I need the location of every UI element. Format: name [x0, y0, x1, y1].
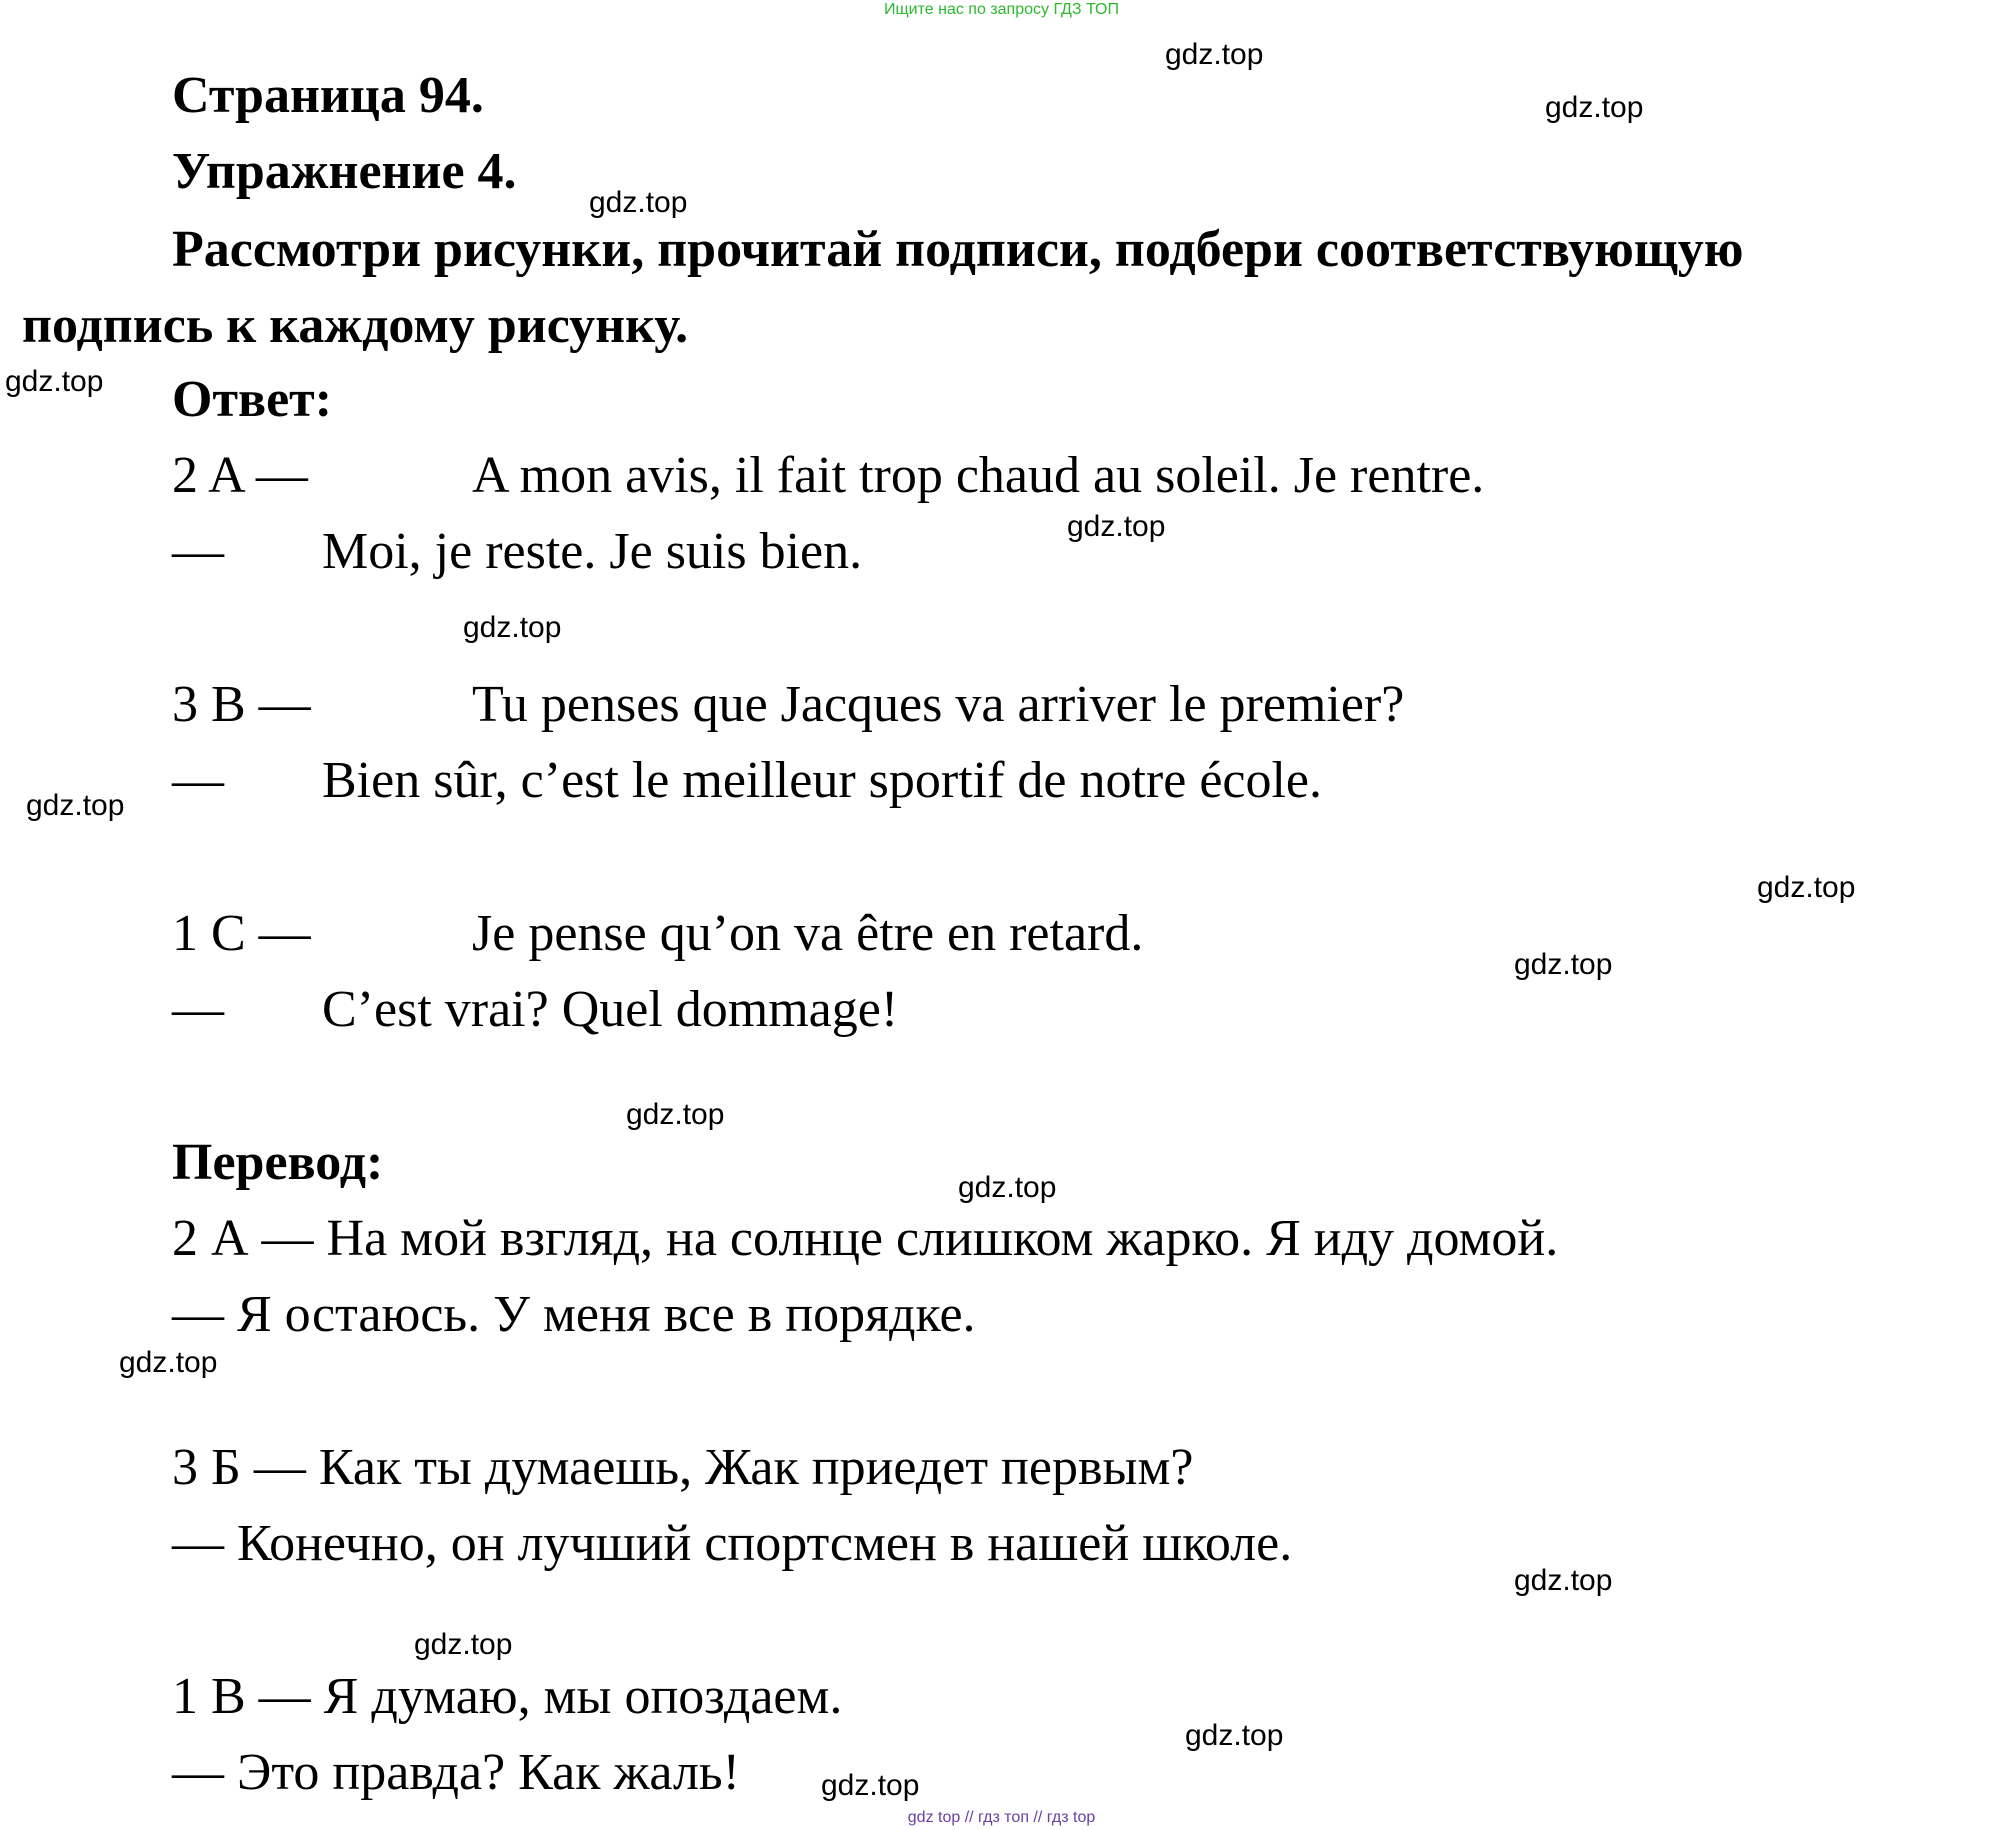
answer-item-3-line2: C’est vrai? Quel dommage!: [322, 981, 899, 1038]
answer-item-1-line1: A mon avis, il fait trop chaud au soleil. Je rentre.: [472, 447, 1485, 504]
watermark: gdz.top: [1514, 948, 1613, 981]
task-line-2: подпись к каждому рисунку.: [22, 297, 689, 354]
watermark: gdz.top: [5, 365, 104, 398]
bottom-banner[interactable]: gdz top // гдз топ // гдз top: [907, 1809, 1096, 1826]
task-line-1: Рассмотри рисунки, прочитай подписи, подбери соответствующую: [172, 221, 1744, 278]
answer-item-3-line1: Je pense qu’on va être en retard.: [472, 905, 1144, 962]
translation-item-3-line1: 1 В — Я думаю, мы опоздаем.: [172, 1668, 843, 1725]
translation-heading: Перевод:: [172, 1134, 384, 1191]
answer-item-1-line2: Moi, je reste. Je suis bien.: [322, 523, 863, 580]
top-banner[interactable]: Ищите нас по запросу ГДЗ ТОП: [884, 1, 1119, 18]
watermark: gdz.top: [1165, 38, 1264, 71]
watermark: gdz.top: [1185, 1719, 1284, 1752]
watermark: gdz.top: [119, 1346, 218, 1379]
answer-item-3-label: 1 C —: [172, 905, 311, 962]
answer-item-1-label: 2 A —: [172, 447, 308, 504]
watermark: gdz.top: [626, 1098, 725, 1131]
translation-item-1-line2: — Я остаюсь. У меня все в порядке.: [172, 1286, 976, 1343]
watermark: gdz.top: [1545, 91, 1644, 124]
answer-item-2-dash: —: [172, 752, 224, 809]
answer-item-3-dash: —: [172, 981, 224, 1038]
watermark: gdz.top: [1067, 510, 1166, 543]
watermark: gdz.top: [821, 1769, 920, 1802]
watermark: gdz.top: [589, 186, 688, 219]
answer-item-2-line2: Bien sûr, c’est le meilleur sportif de notre école.: [322, 752, 1323, 809]
translation-item-1-line1: 2 А — На мой взгляд, на солнце слишком жарко. Я иду домой.: [172, 1210, 1559, 1267]
answer-item-1-dash: —: [172, 523, 224, 580]
watermark: gdz.top: [958, 1171, 1057, 1204]
watermark: gdz.top: [1757, 871, 1856, 904]
exercise-title: Упражнение 4.: [172, 143, 517, 200]
watermark: gdz.top: [26, 789, 125, 822]
page-title: Страница 94.: [172, 67, 484, 124]
answer-item-2-line1: Tu penses que Jacques va arriver le premier?: [472, 676, 1405, 733]
task-text: [22, 212, 1992, 364]
translation-item-3-line2: — Это правда? Как жаль!: [172, 1744, 740, 1801]
watermark: gdz.top: [463, 611, 562, 644]
translation-item-2-line2: — Конечно, он лучший спортсмен в нашей школе.: [172, 1515, 1293, 1572]
answer-item-2-label: 3 B —: [172, 676, 311, 733]
watermark: gdz.top: [414, 1628, 513, 1661]
translation-item-2-line1: 3 Б — Как ты думаешь, Жак приедет первым?: [172, 1439, 1194, 1496]
answer-heading: Ответ:: [172, 371, 333, 428]
watermark: gdz.top: [1514, 1564, 1613, 1597]
